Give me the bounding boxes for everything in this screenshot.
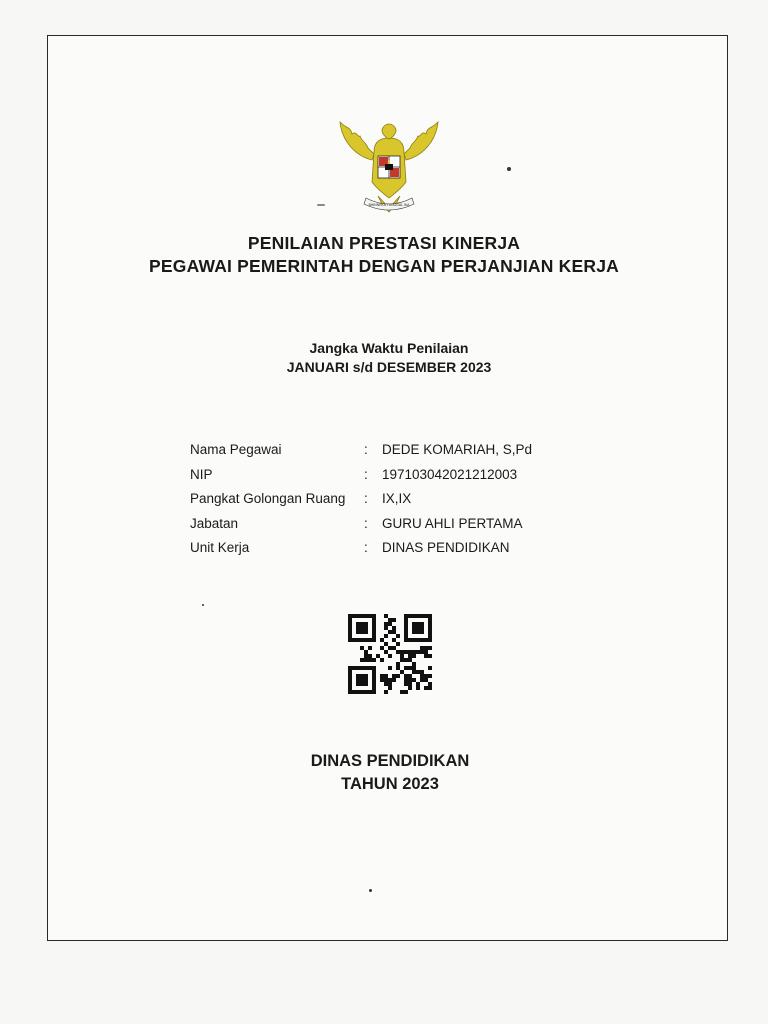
field-label: Unit Kerja bbox=[190, 540, 250, 555]
field-separator: : bbox=[364, 515, 368, 531]
title-line-2: PEGAWAI PEMERINTAH DENGAN PERJANJIAN KERJA bbox=[149, 256, 619, 276]
scan-speck bbox=[369, 889, 372, 892]
field-label: Jabatan bbox=[190, 515, 239, 531]
footer-year: TAHUN 2023 bbox=[341, 775, 439, 793]
period-value: JANUARI s/d DESEMBER 2023 bbox=[286, 359, 492, 375]
scan-speck bbox=[507, 167, 511, 171]
field-separator: : bbox=[364, 466, 368, 482]
field-value: DEDE KOMARIAH, S,Pd bbox=[382, 442, 533, 457]
field-value: IX,IX bbox=[382, 491, 412, 506]
emblem-motto: BHINNEKA TUNGGAL IKA bbox=[368, 203, 410, 207]
field-value: DINAS PENDIDIKAN bbox=[382, 540, 510, 555]
field-separator: : bbox=[364, 491, 368, 506]
scan-speck bbox=[202, 604, 204, 606]
field-separator: : bbox=[364, 442, 368, 457]
footer-agency: DINAS PENDIDIKAN bbox=[310, 752, 470, 770]
period-label: Jangka Waktu Penilaian bbox=[309, 340, 469, 356]
scan-speck bbox=[317, 204, 325, 206]
field-value: GURU AHLI PERTAMA bbox=[382, 515, 523, 531]
field-separator: : bbox=[364, 540, 368, 555]
field-label: NIP bbox=[190, 466, 213, 482]
title-line-1: PENILAIAN PRESTASI KINERJA bbox=[247, 233, 521, 253]
garuda-emblem-icon bbox=[334, 112, 444, 222]
field-label: Pangkat Golongan Ruang bbox=[190, 491, 346, 506]
field-value: 197103042021212003 bbox=[382, 466, 518, 482]
field-label: Nama Pegawai bbox=[190, 442, 282, 457]
qr-code-icon bbox=[348, 614, 432, 694]
